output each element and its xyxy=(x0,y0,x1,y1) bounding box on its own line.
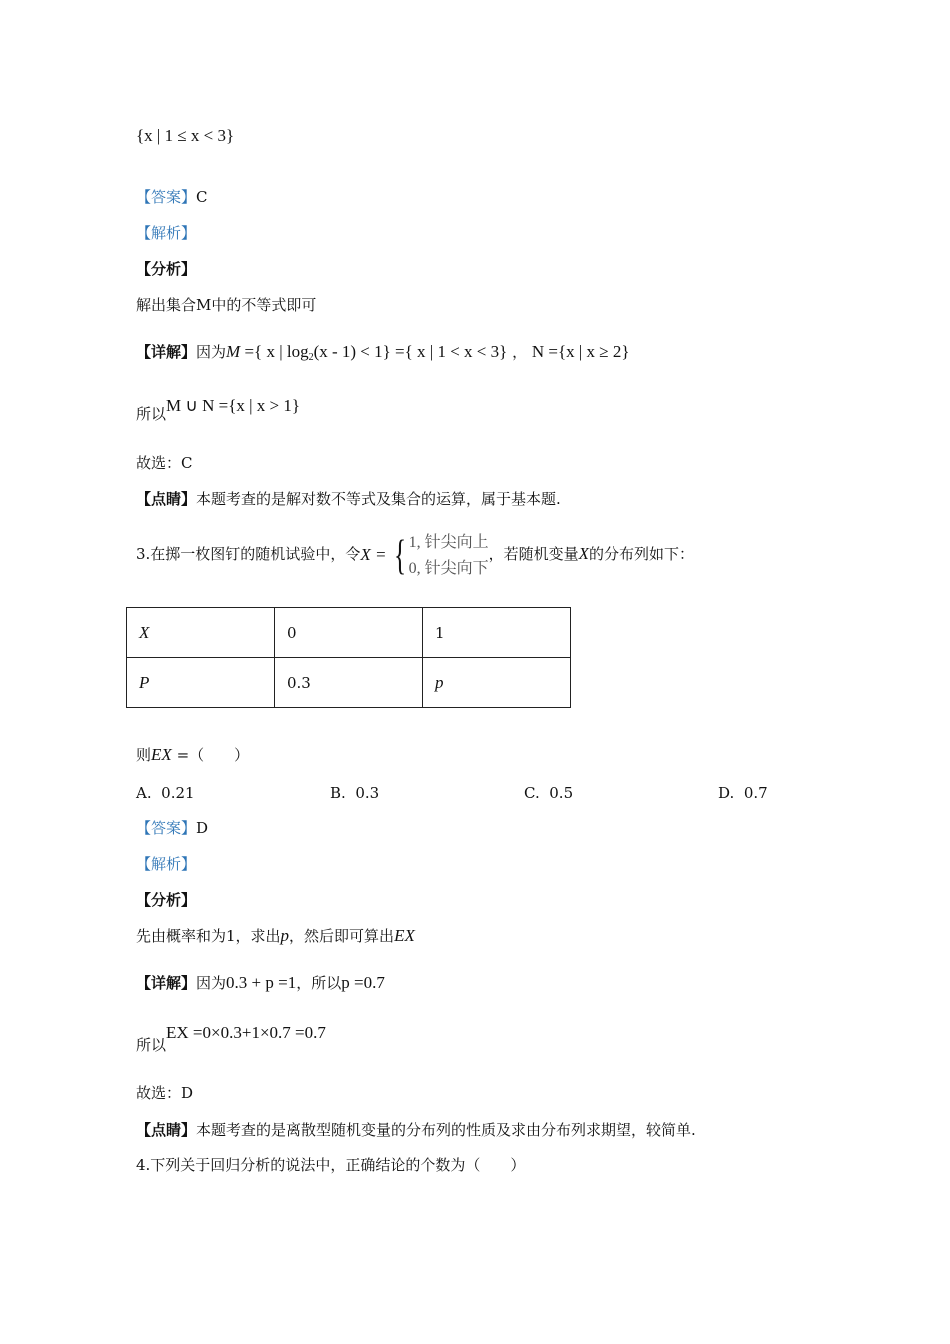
set-m-expr-rest: (x - 1) < 1} ={ x | 1 < x < 3} xyxy=(313,342,508,361)
review-tag: 【点睛】 xyxy=(136,490,197,508)
q3-stem-line xyxy=(136,528,694,582)
option-value: 0.5 xyxy=(549,784,574,802)
q2-union-line xyxy=(136,396,300,423)
review-text: 本题考查的是解对数不等式及集合的运算，属于基本题. xyxy=(196,490,561,508)
q3-detail-line xyxy=(136,973,385,993)
q3-ask-prefix: 则 xyxy=(136,746,152,764)
detail-tag: 【详解】 xyxy=(136,974,197,992)
left-brace-icon: { xyxy=(394,532,407,579)
q2-fenxi-text: 解出集合M中的不等式即可 xyxy=(136,296,317,314)
review-tag: 【点睛】 xyxy=(136,1121,197,1139)
q2-review-line xyxy=(136,489,561,509)
answer-tag: 【答案】 xyxy=(136,188,197,206)
review-text: 本题考查的是离散型随机变量的分布列的性质及求由分布列求期望，较简单. xyxy=(196,1121,696,1139)
q3-analysis-tag: 【解析】 xyxy=(136,855,197,873)
table-cell: p xyxy=(423,658,571,708)
piecewise-definition xyxy=(390,529,488,582)
option-d xyxy=(718,784,768,802)
q3-ask-line xyxy=(136,745,249,765)
table-row xyxy=(127,658,571,708)
q3-choose: 故选：D xyxy=(136,1084,194,1102)
table-cell: 0.3 xyxy=(275,658,423,708)
option-letter: D. xyxy=(718,784,735,802)
answer-tag: 【答案】 xyxy=(136,819,197,837)
set-m-symbol: M xyxy=(226,342,241,361)
case-up: 1, 针尖向上 xyxy=(408,533,489,551)
q2-analysis-tag: 【解析】 xyxy=(136,224,197,242)
case-down: 0, 针尖向下 xyxy=(408,559,489,577)
detail-eq1: 0.3 + p =1 xyxy=(226,973,297,992)
q2-fenxi-tag: 【分析】 xyxy=(136,260,197,278)
detail-tag: 【详解】 xyxy=(136,343,197,361)
option-a xyxy=(136,784,195,802)
detail-mid: ，所以 xyxy=(296,974,342,992)
table-cell: X xyxy=(127,608,275,658)
set-m-expr: ={ x | log xyxy=(240,342,309,361)
q2-answer-line xyxy=(136,187,208,207)
previous-set-tail: {x | 1 ≤ x < 3} xyxy=(136,126,235,145)
table-cell: P xyxy=(127,658,275,708)
q2-detail-line xyxy=(136,342,630,368)
detail-eq2: p =0.7 xyxy=(341,973,385,992)
answer-value: D xyxy=(196,819,209,837)
q2-choose: 故选：C xyxy=(136,454,193,472)
q3-fenxi-ex: EX xyxy=(394,926,415,945)
so-prefix: 所以 xyxy=(136,1036,167,1054)
q3-stem-var: X xyxy=(578,544,590,563)
q3-stem-end: 的分布列如下： xyxy=(589,545,695,563)
option-letter: B. xyxy=(330,784,346,802)
table-cell: 1 xyxy=(423,608,571,658)
answer-value: C xyxy=(196,188,208,206)
q3-so-line xyxy=(136,1023,326,1054)
q4-stem: 4.下列关于回归分析的说法中，正确结论的个数为（ ） xyxy=(136,1156,526,1174)
option-b xyxy=(330,784,379,802)
union-expr: M ∪ N ={x | x > 1} xyxy=(166,396,300,415)
q3-answer-line xyxy=(136,818,208,838)
detail-prefix: 因为 xyxy=(196,974,227,992)
option-value: 0.21 xyxy=(161,784,195,802)
table-cell: 0 xyxy=(275,608,423,658)
q3-fenxi-mid: ，然后即可算出 xyxy=(289,927,395,945)
q3-stem-prefix: 3.在掷一枚图钉的随机试验中，令 xyxy=(136,545,361,563)
table-row xyxy=(127,608,571,658)
detail-separator: ， xyxy=(507,343,532,361)
so-prefix: 所以 xyxy=(136,405,167,423)
q3-stem-suffix: ，若随机变量 xyxy=(488,545,579,563)
q3-fenxi-line xyxy=(136,926,415,946)
option-value: 0.3 xyxy=(355,784,380,802)
option-letter: A. xyxy=(136,784,152,802)
q3-random-var-def: X = xyxy=(360,545,387,564)
log-base: 2 xyxy=(308,352,314,363)
q3-ask-suffix: =（ ） xyxy=(171,746,250,764)
distribution-table xyxy=(126,607,571,708)
expectation-expr: EX =0×0.3+1×0.7 =0.7 xyxy=(166,1023,326,1042)
set-n-expr: N ={x | x ≥ 2} xyxy=(531,342,630,361)
option-value: 0.7 xyxy=(743,784,768,802)
q3-fenxi-p: p xyxy=(280,926,290,945)
q3-ask-ex: EX xyxy=(151,745,172,764)
q3-fenxi-prefix: 先由概率和为1，求出 xyxy=(136,927,281,945)
q3-review-line xyxy=(136,1120,696,1140)
q3-fenxi-tag: 【分析】 xyxy=(136,891,197,909)
detail-prefix: 因为 xyxy=(196,343,227,361)
option-c xyxy=(524,784,573,802)
option-letter: C. xyxy=(524,784,540,802)
